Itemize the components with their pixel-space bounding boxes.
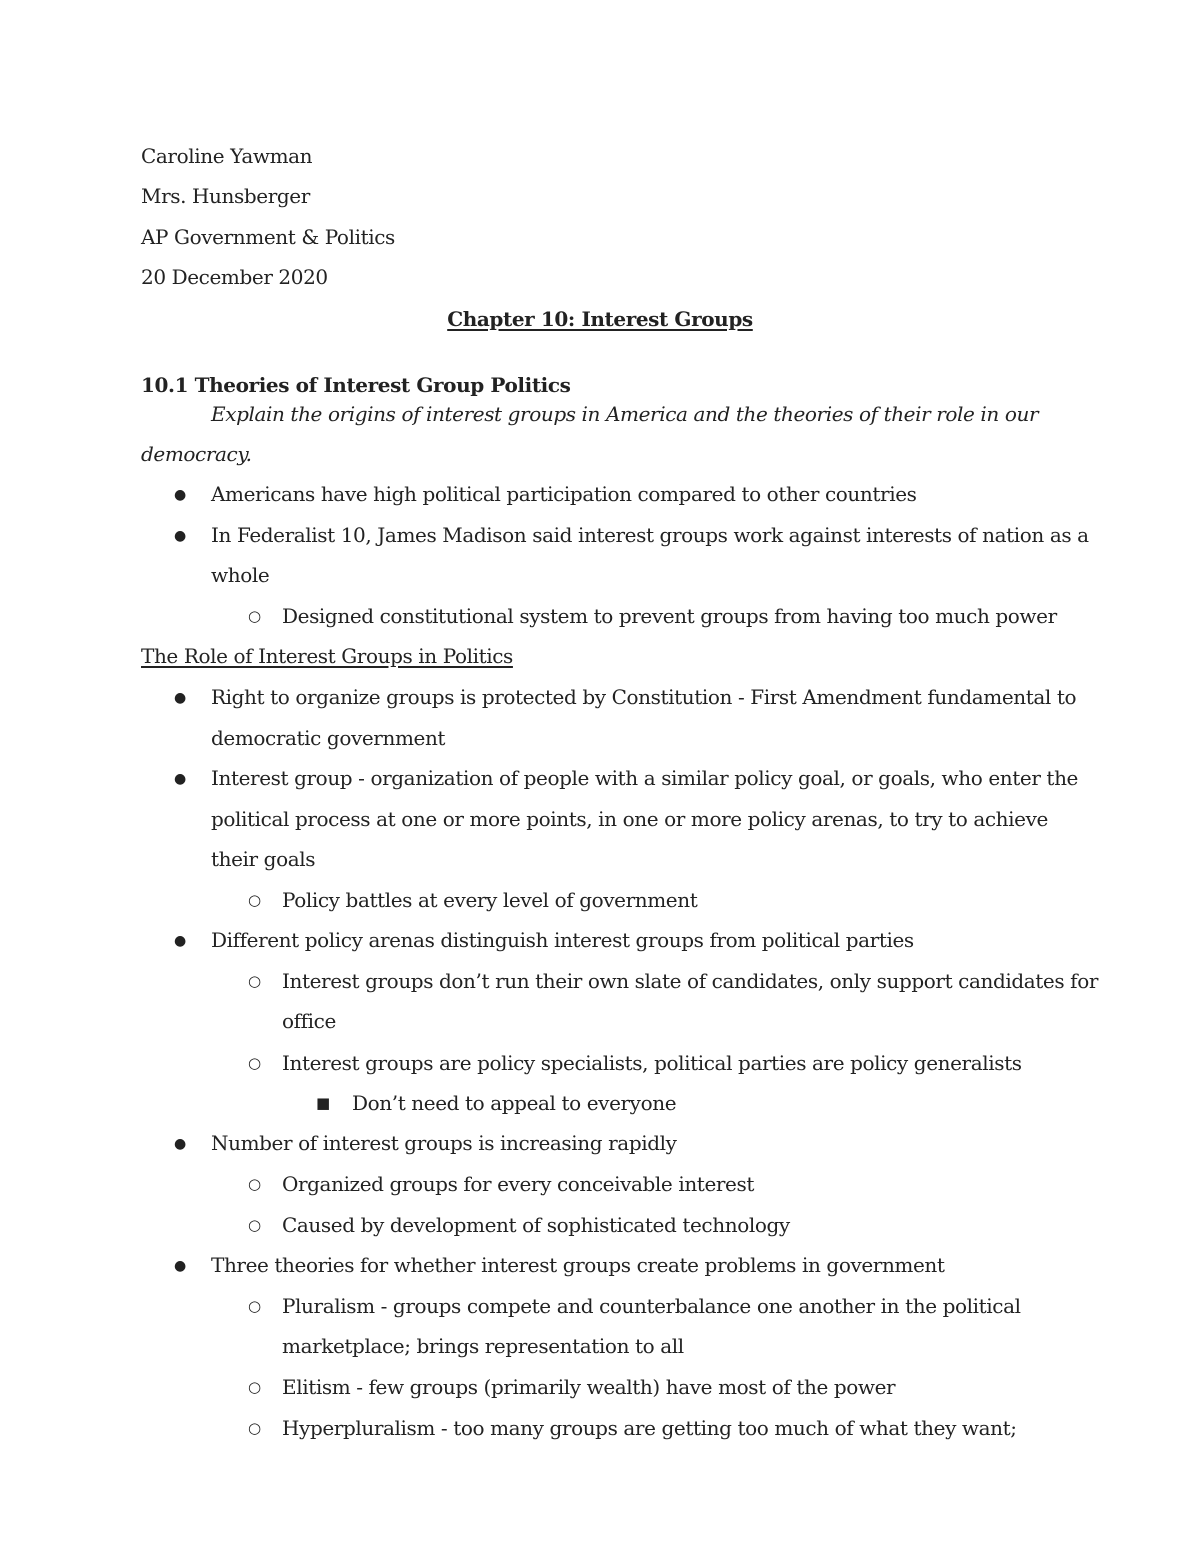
list-item: Elitism - few groups (primarily wealth) have most of the power (282, 1375, 896, 1399)
list-item-continuation: their goals (211, 847, 316, 871)
page-title: Chapter 10: Interest Groups (447, 307, 753, 331)
bullet-circle-icon: ○ (248, 607, 262, 625)
bullet-disc-icon: ● (174, 1258, 187, 1274)
bullet-circle-icon: ○ (248, 1297, 262, 1315)
list-item: Right to organize groups is protected by Constitution - First Amendment fundamental to (211, 685, 1077, 709)
bullet-disc-icon: ● (174, 933, 187, 949)
bullet-disc-icon: ● (174, 771, 187, 787)
subheading: The Role of Interest Groups in Politics (141, 644, 513, 668)
bullet-disc-icon: ● (174, 690, 187, 706)
bullet-disc-icon: ● (174, 1136, 187, 1152)
list-item: Three theories for whether interest groups create problems in government (211, 1253, 945, 1277)
list-item: Don’t need to appeal to everyone (352, 1091, 677, 1115)
list-item: Organized groups for every conceivable interest (282, 1172, 754, 1196)
list-item-continuation: democratic government (211, 726, 446, 750)
bullet-circle-icon: ○ (248, 1054, 262, 1072)
bullet-disc-icon: ● (174, 528, 187, 544)
bullet-circle-icon: ○ (248, 1216, 262, 1234)
bullet-circle-icon: ○ (248, 1175, 262, 1193)
list-item: Hyperpluralism - too many groups are getting too much of what they want; (282, 1416, 1017, 1440)
list-item: Number of interest groups is increasing rapidly (211, 1131, 677, 1155)
bullet-circle-icon: ○ (248, 972, 262, 990)
list-item: Pluralism - groups compete and counterbalance one another in the political (282, 1294, 1021, 1318)
student-name: Caroline Yawman (141, 144, 313, 168)
bullet-circle-icon: ○ (248, 1419, 262, 1437)
bullet-disc-icon: ● (174, 487, 187, 503)
list-item: Americans have high political participation compared to other countries (211, 482, 917, 506)
list-item: Different policy arenas distinguish interest groups from political parties (211, 928, 914, 952)
list-item-continuation: marketplace; brings representation to all (282, 1334, 684, 1358)
list-item-continuation: political process at one or more points, in one or more policy arenas, to try to achieve (211, 807, 1048, 831)
document-date: 20 December 2020 (141, 265, 328, 289)
course-name: AP Government & Politics (141, 225, 395, 249)
list-item-continuation: whole (211, 563, 270, 587)
section-objective-line-2: democracy. (141, 442, 252, 466)
list-item: Interest group - organization of people with a similar policy goal, or goals, who enter the (211, 766, 1078, 790)
list-item: Caused by development of sophisticated technology (282, 1213, 790, 1237)
list-item-continuation: office (282, 1009, 336, 1033)
teacher-name: Mrs. Hunsberger (141, 184, 310, 208)
bullet-circle-icon: ○ (248, 1378, 262, 1396)
bullet-circle-icon: ○ (248, 891, 262, 909)
section-objective-line-1: Explain the origins of interest groups in America and the theories of their role in our (211, 402, 1039, 426)
list-item: Designed constitutional system to prevent groups from having too much power (282, 604, 1057, 628)
section-heading: 10.1 Theories of Interest Group Politics (141, 373, 571, 397)
list-item: In Federalist 10, James Madison said interest groups work against interests of nation as a (211, 523, 1089, 547)
list-item: Policy battles at every level of government (282, 888, 698, 912)
list-item: Interest groups don’t run their own slate of candidates, only support candidates for (282, 969, 1098, 993)
list-item: Interest groups are policy specialists, political parties are policy generalists (282, 1051, 1022, 1075)
bullet-square-icon: ■ (316, 1094, 331, 1112)
